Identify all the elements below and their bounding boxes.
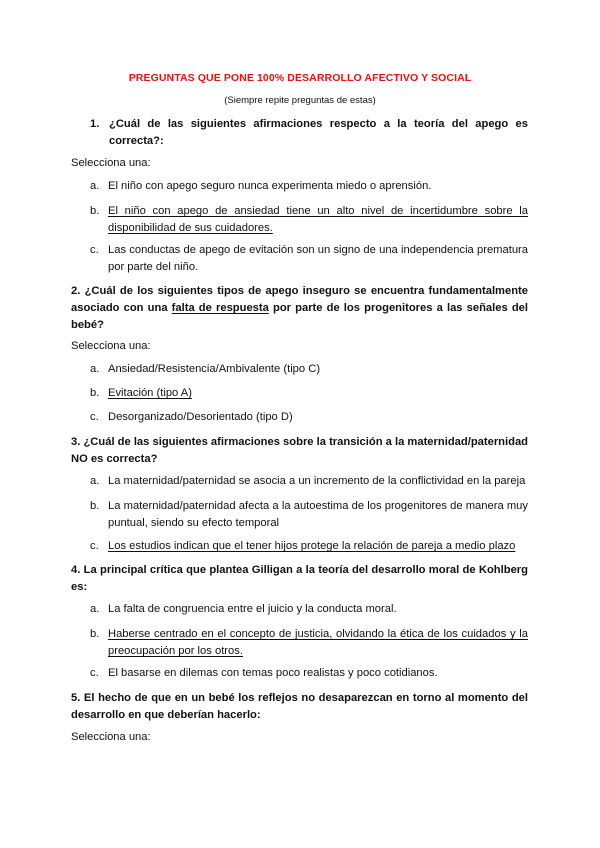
- option-letter: b.: [90, 387, 100, 399]
- option-text: El niño con apego seguro nunca experimenta miedo o aprensión.: [108, 180, 432, 192]
- option-text-correct: Los estudios indican que el tener hijos protege la relación de pareja a medio plazo: [108, 540, 516, 552]
- question-text-underlined: falta de respuesta: [171, 302, 269, 314]
- question-number: 5.: [71, 692, 81, 704]
- option-letter: c.: [90, 411, 99, 423]
- option-4b: [90, 626, 528, 660]
- option-2c: [90, 409, 528, 426]
- option-text: La maternidad/paternidad se asocia a un incremento de la conflictividad en la pareja: [108, 475, 526, 487]
- question-4: [71, 562, 528, 596]
- option-letter: b.: [90, 500, 100, 512]
- question-text: ¿Cuál de las siguientes afirmaciones respecto a la teoría del apego es correcta?:: [109, 118, 528, 147]
- question-text: ¿Cuál de los siguientes tipos de apego inseguro se encuentra fundamentalmente asociado con una: [71, 285, 529, 314]
- question-text: ¿Cuál de las siguientes afirmaciones sobre la transición a la maternidad/paternidad NO es correcta?: [71, 436, 529, 465]
- option-text-correct: Evitación (tipo A): [108, 387, 192, 399]
- question-number: 1.: [90, 118, 100, 130]
- question-text: por parte de los progenitores a las señales del bebé?: [71, 302, 528, 331]
- option-3b: [90, 498, 528, 532]
- select-label: Selecciona una:: [71, 340, 151, 352]
- select-label: Selecciona una:: [71, 157, 151, 169]
- question-3: [71, 434, 528, 468]
- question-number: 4.: [71, 564, 81, 576]
- option-text: La maternidad/paternidad afecta a la autoestima de los progenitores de manera muy puntual, siendo su efecto temporal: [108, 500, 528, 529]
- document-subtitle: (Siempre repite preguntas de estas): [224, 95, 376, 106]
- option-text-correct: Haberse centrado en el concepto de justicia, olvidando la ética de los cuidados y la preocupación por los otros.: [108, 628, 528, 657]
- option-letter: a.: [90, 603, 100, 615]
- option-3c: [90, 538, 528, 555]
- question-text: La principal crítica que plantea Gilligan a la teoría del desarrollo moral de Kohlberg es:: [71, 564, 528, 593]
- select-label: Selecciona una:: [71, 731, 151, 743]
- option-text: Ansiedad/Resistencia/Ambivalente (tipo C): [108, 363, 321, 375]
- option-letter: b.: [90, 628, 100, 640]
- option-text-correct: El niño con apego de ansiedad tiene un alto nivel de incertidumbre sobre la disponibilidad de sus cuidadores.: [108, 205, 528, 234]
- option-letter: a.: [90, 180, 100, 192]
- option-text: El basarse en dilemas con temas poco realistas y poco cotidianos.: [108, 667, 438, 679]
- question-5: [71, 690, 528, 724]
- question-2: [71, 283, 528, 334]
- option-2a: [90, 361, 528, 378]
- option-letter: a.: [90, 475, 100, 487]
- option-text: La falta de congruencia entre el juicio y la conducta moral.: [108, 603, 397, 615]
- question-number: 3.: [71, 436, 81, 448]
- option-letter: b.: [90, 205, 100, 217]
- option-letter: a.: [90, 363, 100, 375]
- option-letter: c.: [90, 540, 99, 552]
- question-text: El hecho de que en un bebé los reflejos no desaparezcan en torno al momento del desarrollo en que deberían hacerlo:: [71, 692, 528, 721]
- option-text: Desorganizado/Desorientado (tipo D): [108, 411, 293, 423]
- option-4c: [90, 665, 528, 682]
- option-1a: [90, 178, 528, 195]
- option-3a: [90, 473, 528, 490]
- option-2b: [90, 385, 528, 402]
- option-letter: c.: [90, 667, 99, 679]
- option-4a: [90, 601, 528, 618]
- option-text: Las conductas de apego de evitación son un signo de una independencia prematura por parte del niño.: [108, 244, 528, 273]
- question-1: [90, 116, 528, 150]
- option-letter: c.: [90, 244, 99, 256]
- question-number: 2.: [71, 285, 81, 297]
- option-1c: [90, 242, 528, 276]
- document-title: PREGUNTAS QUE PONE 100% DESARROLLO AFECTIVO Y SOCIAL: [128, 72, 472, 84]
- option-1b: [90, 203, 528, 237]
